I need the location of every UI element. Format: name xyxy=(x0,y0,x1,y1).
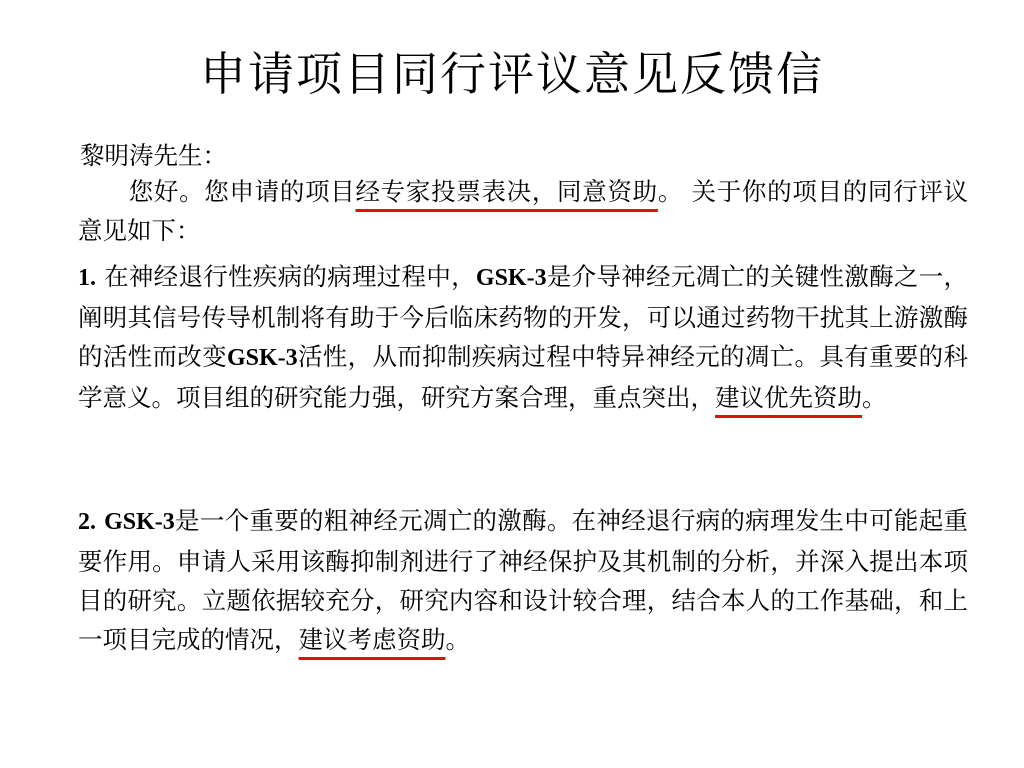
paragraph-number: 2. xyxy=(78,509,96,535)
paragraph-end: 。 xyxy=(445,625,470,654)
paragraph-text: 是一个重要的粗神经元凋亡的激酶。在神经退行病的病理发生中可能起重要作用。申请人采用该酶抑制剂进行了神经保护及其机制的分析，并深入提出本项目的研究。立题依据较充分，研究内容和设计较合理，结合本人的工作基础，和上一项目完成的情况， xyxy=(78,506,968,654)
intro-text-after: 。 关于你的项目的同行评议意见如下： xyxy=(78,177,969,245)
paragraph-text: 在神经退行性疾病的病理过程中， xyxy=(96,262,476,291)
page-title: 申请项目同行评议意见反馈信 xyxy=(200,47,824,101)
recommendation-highlight: 建议考虑资助 xyxy=(298,625,446,654)
review-paragraph-1 xyxy=(78,257,968,417)
intro-text-before: 您好。您申请的项目 xyxy=(128,177,356,206)
recommendation-highlight: 建议优先资助 xyxy=(715,383,862,412)
paragraph-text: 活性，从而抑制疾病过程中特异神经元的凋亡。具有重要的科学意义。项目组的研究能力强，研究方案合理，重点突出， xyxy=(78,342,969,412)
term-gsk3: GSK-3 xyxy=(104,509,175,535)
intro-highlight-approved: 经专家投票表决，同意资助 xyxy=(355,177,658,206)
paragraph-number: 1. xyxy=(78,265,96,291)
paragraph-end: 。 xyxy=(862,383,887,412)
term-gsk3: GSK-3 xyxy=(475,265,547,291)
term-gsk3: GSK-3 xyxy=(226,345,298,371)
salutation: 黎明涛先生： xyxy=(80,141,227,170)
paragraph-text: 是介导神经元凋亡的关键性激酶之一，阐明其信号传导机制将有助于今后临床药物的开发，可以通过药物干扰其上游激酶的活性而改变 xyxy=(78,262,968,371)
intro-paragraph xyxy=(78,172,968,250)
review-paragraph-2 xyxy=(78,501,968,659)
